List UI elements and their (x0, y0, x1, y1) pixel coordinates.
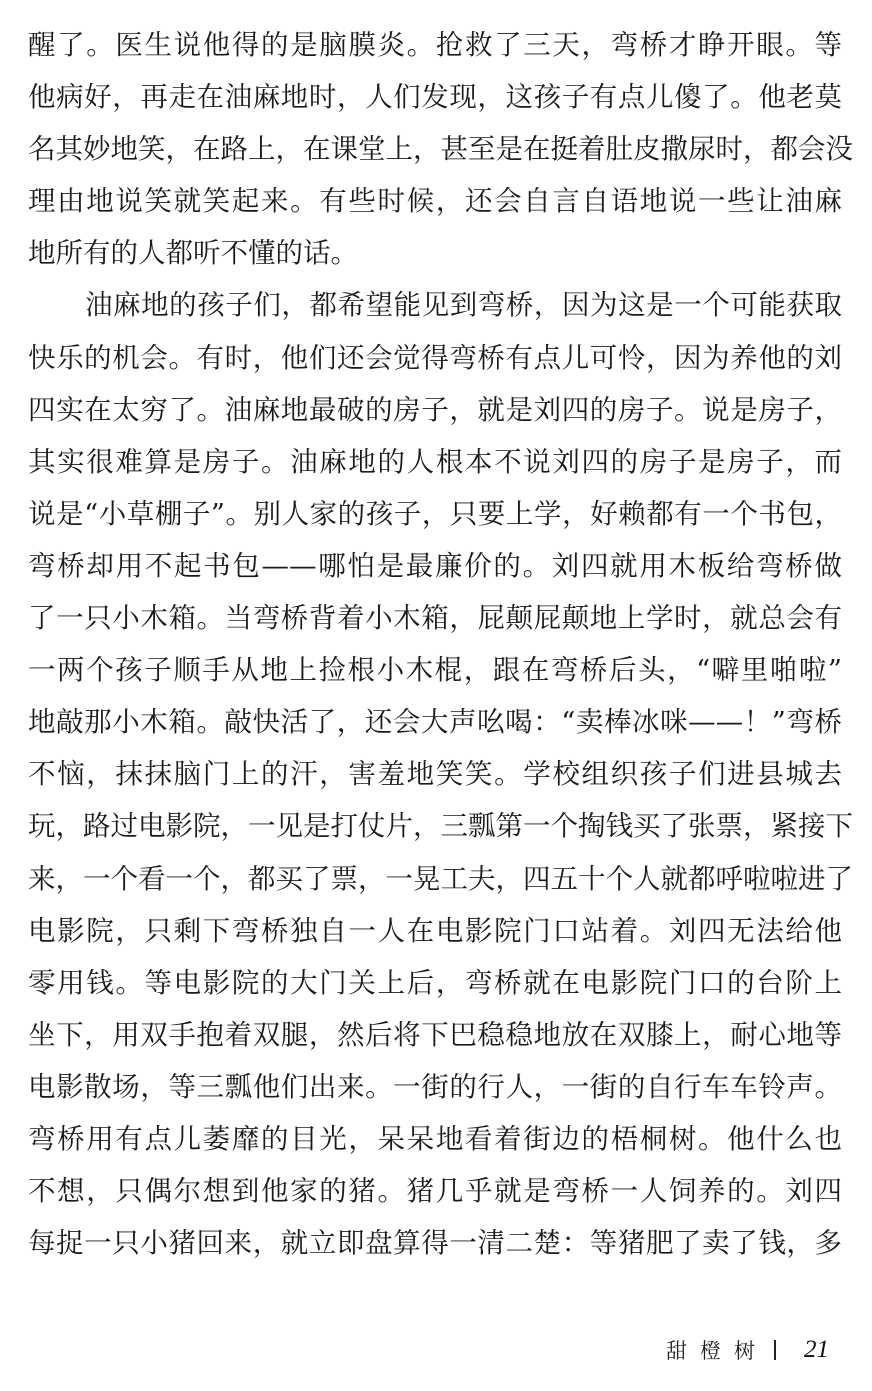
page-body (28, 19, 853, 1269)
text-line: 快乐的机会。有时，他们还会觉得弯桥有点儿可怜，因为养他的刘 (28, 341, 842, 374)
text-line: 弯桥却用不起书包——哪怕是最廉价的。刘四就用木板给弯桥做 (28, 549, 842, 582)
text-line: 一两个孩子顺手从地上捡根小木棍，跟在弯桥后头，“噼里啪啦” (28, 654, 842, 687)
text-line: 名其妙地笑，在路上，在课堂上，甚至是在挺着肚皮撒尿时，都会没 (28, 133, 853, 166)
text-line-paragraph-start: 油麻地的孩子们，都希望能见到弯桥，因为这是一个可能获取 (85, 289, 842, 322)
text-line: 地敲那小木箱。敲快活了，还会大声吆喝：“卖棒冰咪——！”弯桥 (28, 706, 842, 739)
text-line-paragraph-end: 地所有的人都听不懂的话。 (28, 237, 358, 270)
text-line: 电影散场，等三瓢他们出来。一街的行人，一街的自行车车铃声。 (28, 1070, 842, 1103)
text-line: 醒了。医生说他得的是脑膜炎。抢救了三天，弯桥才睁开眼。等 (28, 29, 842, 61)
page-footer (666, 1332, 829, 1368)
text-line: 零用钱。等电影院的大门关上后，弯桥就在电影院门口的台阶上 (28, 966, 842, 999)
text-line: 了一只小木箱。当弯桥背着小木箱，屁颠屁颠地上学时，就总会有 (28, 602, 842, 635)
text-line: 他病好，再走在油麻地时，人们发现，这孩子有点儿傻了。他老莫 (28, 81, 842, 114)
text-line: 每捉一只小猪回来，就立即盘算得一清二楚：等猪肥了卖了钱，多 (28, 1227, 842, 1260)
text-line: 来，一个看一个，都买了票，一晃工夫，四五十个人就都呼啦啦进了 (28, 862, 853, 895)
running-title: 甜橙树 (666, 1339, 768, 1363)
text-line: 弯桥用有点儿萎靡的目光，呆呆地看着街边的梧桐树。他什么也 (28, 1122, 842, 1155)
text-line: 电影院，只剩下弯桥独自一人在电影院门口站着。刘四无法给他 (28, 914, 842, 947)
text-line: 不想，只偶尔想到他家的猪。猪几乎就是弯桥一人饲养的。刘四 (28, 1175, 842, 1208)
text-line: 理由地说笑就笑起来。有些时候，还会自言自语地说一些让油麻 (28, 185, 842, 218)
text-line: 四实在太穷了。油麻地最破的房子，就是刘四的房子。说是房子， (28, 393, 842, 426)
text-line: 不恼，抹抹脑门上的汗，害羞地笑笑。学校组织孩子们进县城去 (28, 758, 842, 791)
text-line: 说是“小草棚子”。别人家的孩子，只要上学，好赖都有一个书包， (28, 497, 842, 530)
footer-divider (774, 1340, 776, 1360)
text-line: 玩，路过电影院，一见是打仗片，三瓢第一个掏钱买了张票，紧接下 (28, 810, 853, 843)
text-line: 其实很难算是房子。油麻地的人根本不说刘四的房子是房子，而 (28, 445, 842, 478)
text-line: 坐下，用双手抱着双腿，然后将下巴稳稳地放在双膝上，耐心地等 (28, 1018, 842, 1051)
page-number: 21 (804, 1336, 829, 1363)
